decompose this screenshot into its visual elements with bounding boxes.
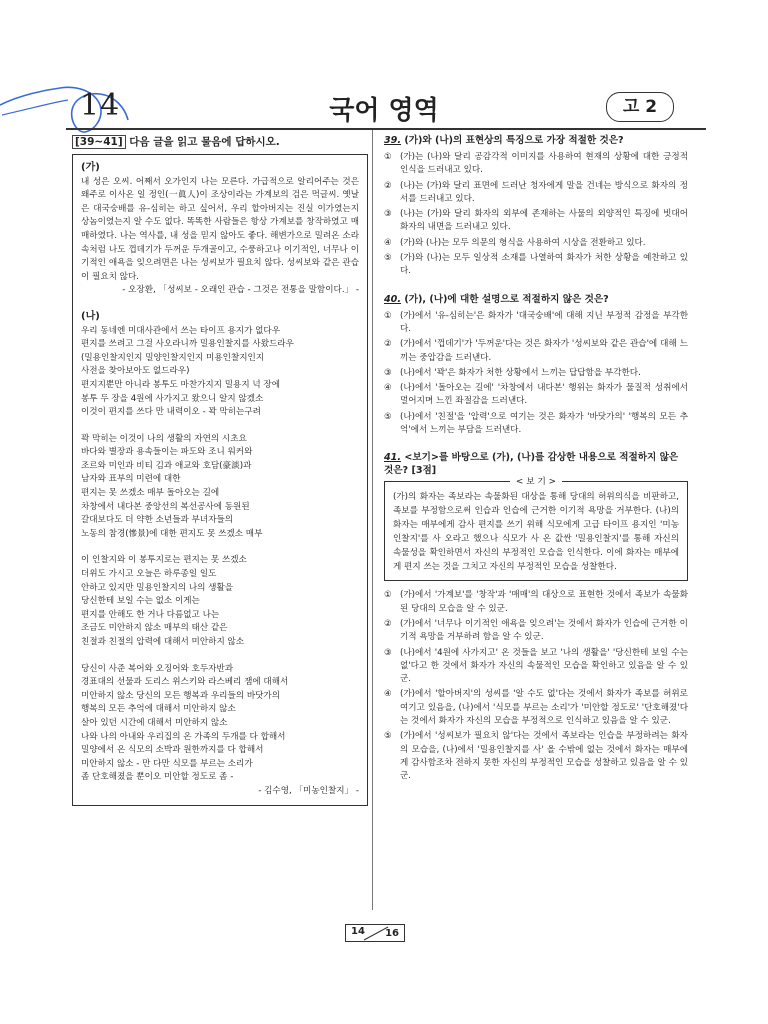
choice-item[interactable]	[384, 411, 688, 438]
poem-line: 꽉 막히는 이것이 나의 생활의 자연의 시초요	[81, 433, 247, 444]
instruction-text: 다음 글을 읽고 물음에 답하시오.	[129, 136, 280, 148]
passage-ga-text: 내 성은 오씨. 어째서 오가인지 나는 모른다. 가급적으로 알리어주는 것은 왜주로 이사온 일 정인(一眞人)이 조상이라는 가계보의 검은 먹글씨. 옛날은 대국숭배를 유-심히는 하고 싶어서, 우리 할아버지는 진실 이가였는지 상놈이였는지 알 수도 없다. 똑똑한 사람들은 항상 가계보를 창작하였고 매매하였다. 나는 역사를, 내 성을 믿지 않아도 좋다. 해변가으로 밀려온 소라 속처럼 나도 껍데기가 두꺼운 두개골이고, 수풍하고나 이기적인, 너무나 이기적인 애욕을 잊으려면은 나는 성씨보가 필요치 않다. 성씨보와 같은 관습이 필요치 않다.	[81, 176, 359, 282]
poem-line: 당신한테 보일 수는 없소 이게는	[81, 596, 200, 607]
question-text: (가), (나)에 대한 설명으로 적절하지 않은 것은?	[404, 293, 609, 305]
choice-text: (가)와 (나)는 모두 의문의 형식을 사용하여 시상을 전환하고 있다.	[400, 237, 646, 248]
poem-line: 안하고 있지만 밀용인찰지의 나의 생활을	[81, 582, 234, 593]
choice-text: (가)에서 '유-심히는'은 화자가 '대국숭배'에 대해 지닌 부정적 감정을 부각한다.	[400, 310, 688, 334]
poem-line: 차창에서 내다본 중앙선의 복선공사에 동원된	[81, 501, 250, 512]
poem-line: 편지를 쓰려고 그걸 사오라니까 밀용인찰지를 사왔드라우	[81, 339, 294, 350]
choice-item[interactable]	[384, 180, 688, 207]
passage-label-ga: (가)	[81, 162, 100, 173]
choice-marker: ③	[384, 647, 392, 658]
poem-line: 좀 단호해졌을 뿐이오 미안할 정도로 좀 -	[81, 772, 234, 783]
choice-item[interactable]	[384, 618, 688, 645]
poem-line: 미안하지 않소 - 만 다만 식모를 부르는 소리가	[81, 758, 253, 769]
choice-item[interactable]	[384, 647, 688, 687]
choice-item[interactable]	[384, 310, 688, 337]
question-stem	[384, 451, 688, 477]
stanza-break	[81, 650, 359, 663]
choice-marker: ⑤	[384, 731, 392, 742]
question-39	[384, 134, 688, 279]
passage-label-na: (나)	[81, 310, 100, 322]
choice-item[interactable]	[384, 367, 688, 380]
poem-line: (밀용인찰지인지 밀양인찰지인지 미용인찰지인지	[81, 352, 265, 363]
page-title: 국어 영역	[329, 96, 439, 126]
poem-line: 친절과 친절의 압력에 대해서 미안하지 않소	[81, 637, 245, 647]
poem-line: 노동의 참경(慘景)에 대한 편지도 못 쓰겠소 매부	[81, 528, 263, 539]
choice-item[interactable]	[384, 237, 688, 250]
choice-marker: ④	[384, 689, 392, 700]
choice-item[interactable]	[384, 151, 688, 178]
question-number: 39.	[384, 135, 401, 146]
page-number: 14	[80, 88, 121, 123]
stanza-break	[81, 541, 359, 554]
poem-line: 행복의 모든 추억에 대해서 미안하지 않소	[81, 704, 236, 715]
choice-marker: ④	[384, 237, 392, 248]
question-range: [39~41]	[72, 135, 126, 149]
choice-list	[384, 589, 688, 783]
reading-passage	[72, 154, 368, 806]
poem-line: 조금도 미안하지 않소 매부의 태산 같은	[81, 623, 228, 634]
bogi-title: < 보 기 >	[385, 475, 687, 489]
choice-item[interactable]	[384, 688, 688, 728]
passage-na-poem	[81, 325, 359, 785]
poem-line: 나와 나의 아내와 우리집의 온 가족의 두개를 다 합해서	[81, 731, 286, 742]
choice-text: (가)에서 '껍데기'가 '두꺼운'다는 것은 화자가 '성씨보와 같은 관습'에 대해 느끼는 중압감을 드러낸다.	[400, 339, 688, 363]
choice-marker: ⑤	[384, 411, 392, 422]
choice-text: (가)와 (나)는 모두 일상적 소재를 나열하여 화자가 처한 상황을 예찬하고 있다.	[400, 253, 688, 277]
poem-line: 밀양에서 온 식모의 소박과 원한까지를 다 합해서	[81, 745, 264, 756]
choice-item[interactable]	[384, 589, 688, 616]
choice-text: (나)는 (가)와 달리 화자의 외부에 존재하는 사물의 외양적인 특징에 빗대어 화자의 내면을 드러내고 있다.	[400, 209, 688, 233]
question-number: 40.	[384, 293, 401, 305]
question-text: <보기>를 바탕으로 (가), (나)를 감상한 내용으로 적절하지 않은 것은? [3점]	[384, 452, 679, 477]
choice-text: (나)에서 '꽉'은 화자가 처한 상황에서 느끼는 답답함을 부각한다.	[400, 367, 641, 378]
choice-item[interactable]	[384, 338, 688, 365]
choice-item[interactable]	[384, 382, 688, 409]
choice-text: (나)에서 '4원에 사가지고' 온 것들을 보고 '나의 생활을' '당신한테 보일 수는 없'다고 한 것에서 화자가 자신의 속물적인 모습을 확인하고 있음을 알 수 있군.	[400, 647, 688, 685]
question-stem	[384, 293, 688, 306]
footer-current-page: 14	[351, 926, 365, 937]
choice-text: (나)에서 '돌아오는 길에' '차창에서 내다본' 행위는 화자가 물질적 성취에서 멀어지며 느낀 좌절감을 드러낸다.	[400, 383, 688, 407]
choice-marker: ②	[384, 339, 392, 350]
choice-text: (나)에서 '친절'을 '압력'으로 여기는 것은 화자가 '바닷가의' '행복의 모든 추억'에서 느끼는 부담을 드러낸다.	[400, 411, 688, 436]
choice-marker: ③	[384, 209, 392, 220]
choice-item[interactable]	[384, 730, 688, 783]
question-41	[384, 451, 688, 783]
question-stem	[384, 134, 688, 147]
choice-marker: ②	[384, 618, 392, 629]
question-40	[384, 293, 688, 438]
choice-item[interactable]	[384, 252, 688, 279]
choice-marker: ①	[384, 152, 392, 162]
poem-line: 이 인찰지와 이 봉투지로는 편지는 못 쓰겠소	[81, 555, 247, 566]
poem-line: 사전을 찾아보아도 없드라우)	[81, 366, 190, 377]
choice-item[interactable]	[384, 208, 688, 235]
footer-total-pages: 16	[385, 928, 399, 939]
poem-line: 남자와 표부의 미련에 대한	[81, 474, 181, 485]
choice-text: (가)에서 '가계보'를 '창작'과 '매매'의 대상으로 표현한 것에서 족보가 속물화된 당대의 모습을 알 수 있군.	[400, 590, 688, 614]
header-rule	[66, 128, 706, 130]
passage-ga-source: - 오장환, 「성씨보 - 오래인 관습 - 그것은 전통을 말함이다.」 -	[122, 285, 359, 296]
choice-text: (나)는 (가)와 달리 표면에 드러난 청자에게 말을 건네는 방식으로 화자의 정서를 드러내고 있다.	[400, 180, 688, 204]
choice-marker: ③	[384, 367, 392, 378]
question-instruction	[72, 134, 368, 149]
left-column	[72, 134, 368, 806]
poem-line: 더위도 가시고 오늘은 하루종일 일도	[81, 569, 217, 580]
choice-text: (가)는 (나)와 달리 공감각적 이미지를 사용하여 현재의 상황에 대한 긍정적 인식을 드러내고 있다.	[400, 152, 688, 176]
choice-marker: ②	[384, 180, 392, 191]
stanza-break	[81, 420, 359, 433]
poem-line: 살아 있던 시간에 대해서 미안하지 않소	[81, 717, 228, 728]
question-text: (가)와 (나)의 표현상의 특징으로 가장 적절한 것은?	[404, 135, 624, 146]
poem-line: 우리 동네엔 미대사관에서 쓰는 타이프 용지가 없다우	[81, 325, 281, 336]
grade-badge: 고 2	[606, 92, 674, 122]
choice-list	[384, 151, 688, 279]
choice-marker: ①	[384, 590, 392, 601]
poem-line: 경표대의 선물과 도리스 위스키와 라스베리 잼에 대해서	[81, 677, 289, 688]
footer-page-indicator	[345, 924, 405, 942]
bogi-text: (가)의 화자는 족보라는 속물화된 대상을 통해 당대의 허위의식을 비판하고, 족보를 부정함으로써 인습과 인습에 근거한 이기적 욕망을 거부한다. (나)의 화자는 매부에게 감사 편지를 쓰기 위해 식모에게 고급 타이프 용지인 '미농인찰지'를 사 오라고 했으나 식모가 사 온 값싼 '밀용인찰지'를 통해 자신의 속물성을 확인하면서 자신의 부정적인 모습을 인식한다. 이에 화자는 매부에게 편지 쓰는 것을 그치고 자신의 부정적인 모습을 성찰한다.	[393, 492, 679, 573]
choice-list	[384, 310, 688, 438]
choice-marker: ①	[384, 310, 392, 321]
poem-line: 미안하지 않소 당신의 모든 행복과 우리들의 바닷가의	[81, 690, 281, 701]
poem-line: 당신이 사준 복어와 오징어와 호두자반과	[81, 663, 234, 674]
question-number: 41.	[384, 452, 401, 464]
choice-marker: ⑤	[384, 253, 392, 264]
poem-line: 조르와 미인과 비티 김과 애교와 호담(豪談)과	[81, 460, 252, 471]
passage-na-source: - 김수영, 「미농인찰지」 -	[258, 785, 359, 796]
choice-text: (가)에서 '성씨보가 필요치 않'다는 것에서 족보라는 인습을 부정하려는 화자의 모습을, (나)에서 '밀용인찰지를 사' 올 수밖에 없는 것에서 화자는 매부에게 감사함조차 전하지 못한 자신의 부정적인 모습을 성찰하고 있음을 알 수 있군.	[400, 731, 688, 782]
right-column	[384, 134, 688, 798]
bogi-box	[384, 477, 688, 581]
poem-line: 갈대보다도 더 약한 소년들과 부녀자들의	[81, 515, 234, 526]
choice-text: (가)에서 '할아버지'의 성씨를 '알 수도 없'다는 것에서 화자가 족보를 허위로 여기고 있음을, (나)에서 '식모를 부르는 소리'가 '미안할 정도로' '단호해졌'다는 것에서 화자가 자신의 모습을 부정적으로 인식하고 있음을 알 수 있군.	[400, 689, 688, 727]
poem-line: 편지지뿐만 아니라 봉투도 마찬가지지 밀용지 넉 장에	[81, 379, 281, 390]
poem-line: 편지는 못 쓰겠소 매부 돌아오는 길에	[81, 488, 220, 499]
choice-marker: ④	[384, 383, 392, 394]
poem-line: 봉투 두 장을 4원에 사가지고 왔으니 알지 않겠소	[81, 393, 264, 404]
choice-text: (가)에서 '너무나 이기적인 애욕을 잊으려'는 것에서 화자가 인습에 근거한 이기적 욕망을 거부하려 함을 알 수 있군.	[400, 618, 688, 643]
column-divider	[372, 130, 373, 910]
poem-line: 바다와 별장과 용속들이는 파도와 조니 워커와	[81, 447, 253, 458]
poem-line: 이것이 편지를 쓰다 만 내력이오 - 꽉 막히는구려	[81, 407, 261, 418]
poem-line: 편지를 안해도 한 거나 다름없고 나는	[81, 609, 220, 620]
